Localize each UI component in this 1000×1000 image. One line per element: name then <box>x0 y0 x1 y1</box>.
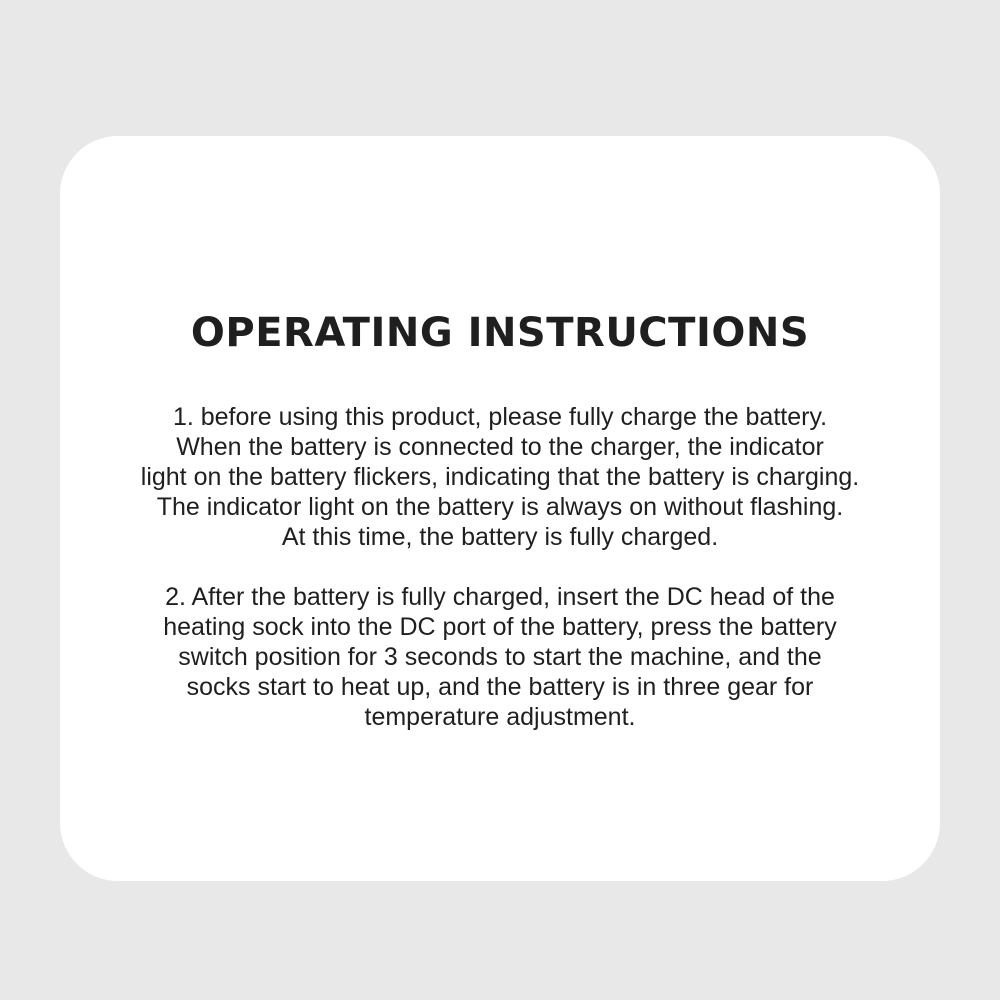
instruction-line: 1. before using this product, please fully charge the battery. <box>172 403 828 431</box>
instruction-step-1 <box>50 402 950 552</box>
instruction-line: switch position for 3 seconds to start the machine, and the <box>178 643 822 671</box>
instruction-step-2 <box>50 582 950 732</box>
instruction-line: temperature adjustment. <box>364 703 636 731</box>
instruction-line: 2. After the battery is fully charged, insert the DC head of the <box>165 583 835 611</box>
instruction-line: At this time, the battery is fully charged. <box>281 523 719 551</box>
instruction-line: When the battery is connected to the charger, the indicator <box>176 433 824 461</box>
instruction-line: heating sock into the DC port of the battery, press the battery <box>163 613 837 641</box>
page-title: OPERATING INSTRUCTIONS <box>190 310 810 356</box>
instruction-line: light on the battery flickers, indicating that the battery is charging. <box>140 463 860 491</box>
instruction-line: socks start to heat up, and the battery is in three gear for <box>186 673 814 701</box>
instruction-line: The indicator light on the battery is always on without flashing. <box>156 493 844 521</box>
